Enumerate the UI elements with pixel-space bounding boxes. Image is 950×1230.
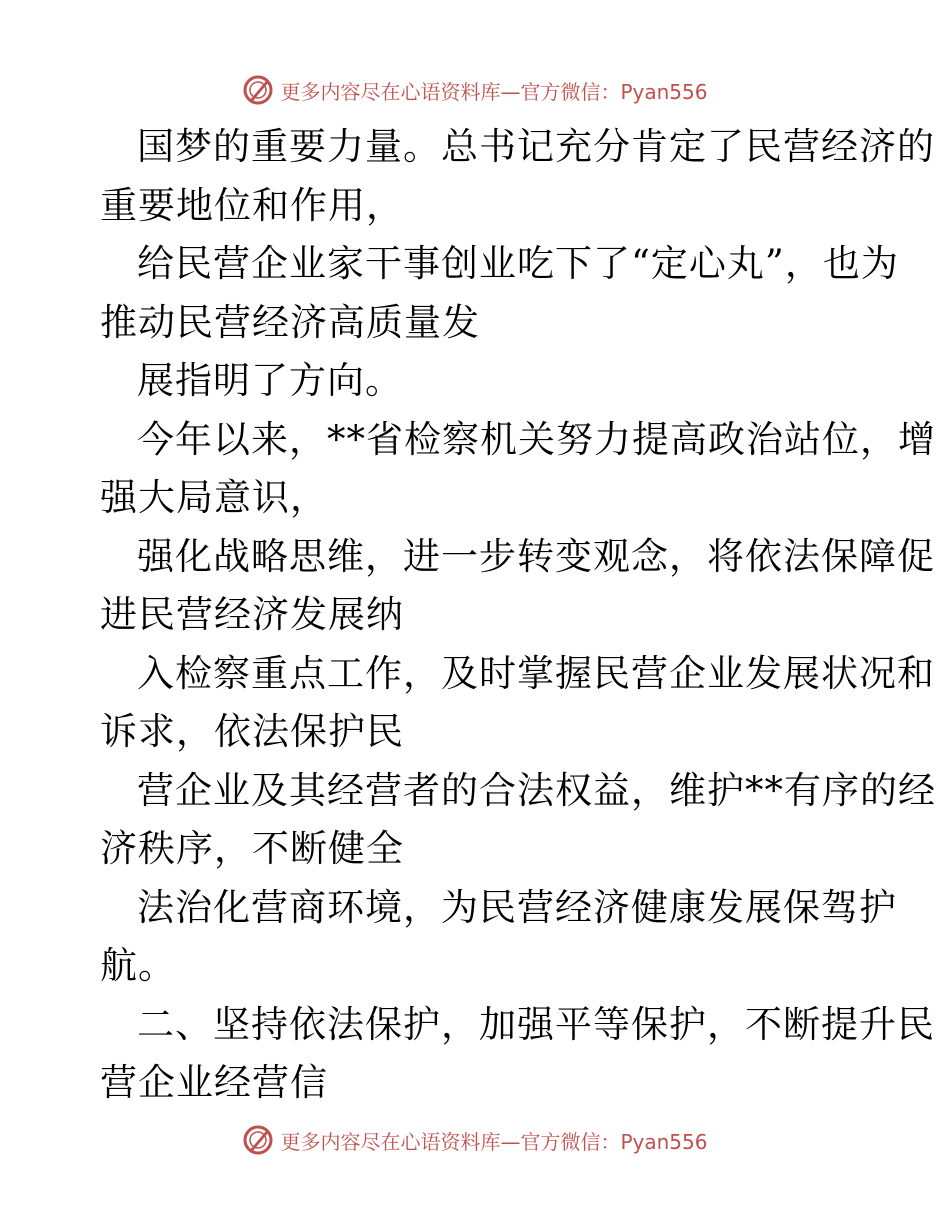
- paragraph: 展指明了方向。: [137, 359, 403, 402]
- paragraph: 给民营企业家干事创业吃下了“定心丸”，也为 推动民营经济高质量发: [100, 242, 899, 344]
- paragraph: 今年以来，**省检察机关努力提高政治站位，增 强大局意识，: [100, 417, 936, 519]
- paragraph: 国梦的重要力量。总书记充分肯定了民营经济的 重要地位和作用，: [100, 125, 935, 227]
- paragraph: 法治化营商环境，为民营经济健康发展保驾护 航。: [100, 885, 897, 987]
- paragraph: 强化战略思维，进一步转变观念，将依法保障促 进民营经济发展纳: [100, 534, 935, 636]
- paragraph: 入检察重点工作，及时掌握民营企业发展状况和 诉求，依法保护民: [100, 651, 935, 753]
- header-banner-text: 更多内容尽在心语资料库—官方微信：Pyan556: [280, 79, 708, 104]
- header-banner: [0, 70, 950, 110]
- document-body: [100, 118, 936, 1113]
- paragraph: 二、坚持依法保护，加强平等保护，不断提升民 营企业经营信: [100, 1002, 935, 1104]
- footer-banner: [0, 1120, 950, 1160]
- paragraph: 营企业及其经营者的合法权益，维护**有序的经 济秩序，不断健全: [100, 768, 936, 870]
- footer-banner-text: 更多内容尽在心语资料库—官方微信：Pyan556: [280, 1129, 708, 1154]
- pen-seal-icon: [242, 74, 274, 106]
- pen-seal-icon: [242, 1124, 274, 1156]
